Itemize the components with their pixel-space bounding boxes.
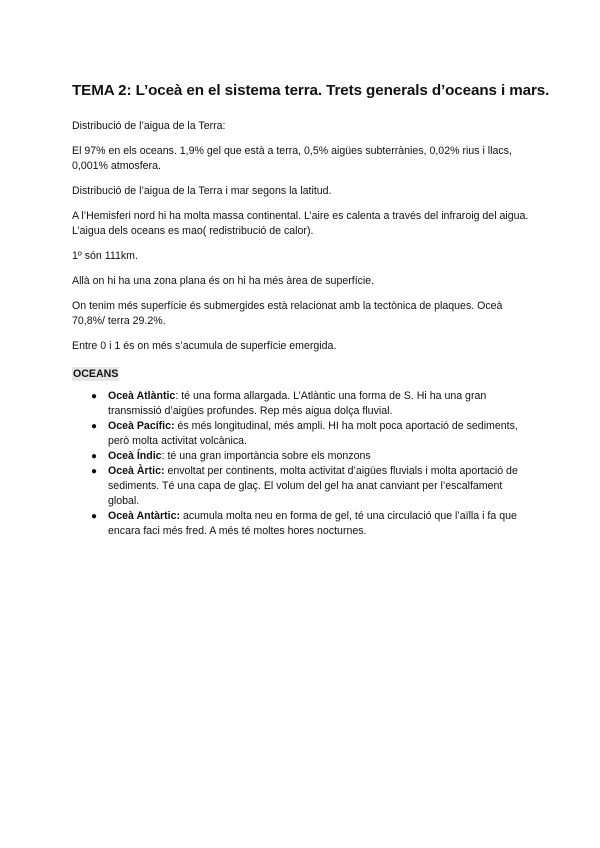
document-page [72, 82, 550, 539]
paragraph-hemisphere: A l’Hemisferi nord hi ha molta massa continental. L’aire es calenta a través del infraroig del aigua. L’aigua dels oceans es mao( redistribució de calor). [72, 210, 529, 237]
ocean-name: Oceà Antàrtic: [108, 510, 181, 522]
ocean-description: envoltat per continents, molta activitat d’aigües fluvials i molta aportació de sediments. Té una capa de glaç. El volum del gel ha anat canviant per l’escalfament global. [108, 465, 518, 507]
bullet-icon: ● [91, 466, 98, 477]
ocean-description: té una gran importància sobre els monzons [164, 450, 371, 462]
list-item-indian: ● Oceà Índic: té una gran importància sobre els monzons [91, 450, 371, 462]
paragraph-latitude: Distribució de l’aigua de la Terra i mar segons la latitud. [72, 185, 332, 197]
ocean-name: Oceà Àrtic: [108, 465, 165, 477]
section-heading-oceans: OCEANS [73, 368, 119, 380]
bullet-icon: ● [91, 451, 98, 462]
bullet-icon: ● [91, 511, 98, 522]
page-title: TEMA 2: L’oceà en el sistema terra. Trets generals d’oceans i mars. [72, 82, 550, 99]
ocean-name: Oceà Atlàntic [108, 390, 176, 402]
ocean-description: acumula molta neu en forma de gel, té una circulació que l’aïlla i fa que encara faci més fred. A més té moltes hores nocturnes. [108, 510, 517, 537]
bullet-icon: ● [91, 421, 98, 432]
list-item-pacific [91, 419, 532, 449]
list-item-atlantic: ● Oceà Atlàntic: té una forma allargada. L’Atlàntic una forma de S. Hi ha una gran transmissió d’aigües profundes. Rep més aigua dolça fluvial. [91, 390, 487, 417]
ocean-description: és més longitudinal, més ampli. HI ha molt poca aportació de sediments, però molta activitat volcànica. [108, 420, 518, 447]
bullet-icon: ● [91, 391, 98, 402]
paragraph-emerged-surface: Entre 0 i 1 és on més s’acumula de superfície emergida. [72, 340, 337, 352]
list-item-antarctic [91, 509, 532, 539]
oceans-section [72, 364, 532, 539]
paragraph-tectonics: On tenim més superfície és submergides està relacionat amb la tectònica de plaques. Oceà 70,8%/ terra 29.2%. [72, 300, 503, 327]
list-item-arctic [91, 464, 532, 509]
paragraph-degree: 1º són 111km. [72, 250, 138, 262]
oceans-list [72, 389, 532, 539]
paragraph-flat-zone: Allà on hi ha una zona plana és on hi ha més àrea de superfície. [72, 275, 375, 287]
ocean-name: Oceà Pacífic: [108, 420, 175, 432]
paragraph-water-distribution: Distribució de l’aigua de la Terra: [72, 120, 226, 132]
ocean-description: té una forma allargada. L’Atlàntic una forma de S. Hi ha una gran transmissió d’aigües profundes. Rep més aigua dolça fluvial. [108, 390, 487, 417]
ocean-name: Oceà Índic [108, 450, 162, 462]
paragraph-water-percentages: El 97% en els oceans. 1,9% gel que està a terra, 0,5% aigües subterrànies, 0,02% rius i llacs, 0,001% atmosfera. [72, 145, 512, 172]
